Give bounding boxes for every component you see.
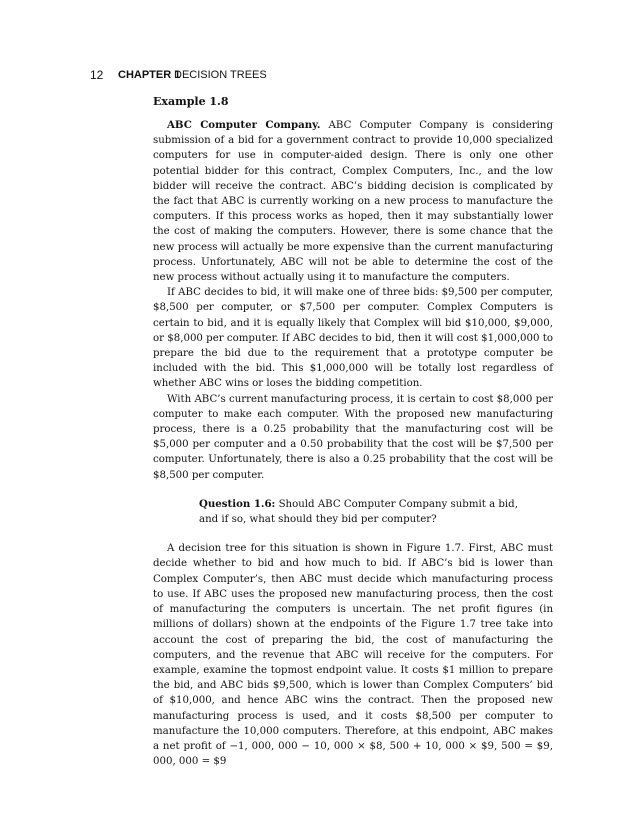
example-paragraph-3: With ABC’s current manufacturing process, it is certain to cost $8,000 per computer to make each computer. With the proposed new manufacturing process, there is a 0.25 probability that the manufacturing cost will be $5,000 per computer and a 0.50 probability that the cost will be $7,500 per computer. Unfortunately, there is also a 0.25 probability that the cost will be $8,500 per computer. — [153, 393, 553, 481]
question-block — [199, 497, 519, 527]
chapter-title: DECISION TREES — [174, 69, 267, 81]
example-paragraph-1-text: ABC Computer Company is considering submission of a bid for a government contract to provide 10,000 specialized computers for use in computer-aided design. There is only one other potential bidder for this contract, Complex Computers, Inc., and the low bidder will receive the contract. ABC’s bidding decision is complicated by the fact that ABC is currently working on a new process to manufacture the computers. If this process works as hoped, then it may substantially lower the cost of making the computers. However, there is some chance that the new process will actually be more expensive than the current manufacturing process. Unfortunately, ABC will not be able to determine the cost of the new process without actually using it to manufacture the computers. — [153, 120, 553, 284]
example-run-in-title: ABC Computer Company. — [167, 119, 321, 131]
example-paragraph-1 — [153, 118, 553, 285]
chapter-label: CHAPTER 1 — [118, 69, 181, 81]
question-text: Should ABC Computer Company submit a bid, and if so, what should they bid per computer? — [199, 498, 518, 526]
page-body — [153, 94, 553, 769]
example-paragraph-2: If ABC decides to bid, it will make one of three bids: $9,500 per computer, $8,500 per computer, or $7,500 per computer. Complex Computers is certain to bid, and it is equally likely that Complex will bid $10,000, $9,000, or $8,000 per computer. If ABC decides to bid, then it will cost $1,000,000 to prepare the bid due to the requirement that a prototype computer be included with the bid. This $1,000,000 will be totally lost regardless of whether ABC wins or loses the bidding competition. — [153, 287, 553, 390]
discussion-paragraph: A decision tree for this situation is shown in Figure 1.7. First, ABC must decide whether to bid and how much to bid. If ABC’s bid is lower than Complex Computer’s, then ABC must decide which manufacturing process to use. If ABC uses the proposed new manufacturing process, then the cost of manufacturing the computers is uncertain. The net profit figures (in millions of dollars) shown at the endpoints of the Figure 1.7 tree take into account the cost of preparing the bid, the cost of manufacturing the computers, and the revenue that ABC will receive for the computers. For example, examine the topmost endpoint value. It costs $1 million to prepare the bid, and ABC bids $9,500, which is lower than Complex Computers’ bid of $10,000, and hence ABC wins the contract. Then the proposed new manufacturing process is used, and it costs $8,500 per computer to manufacture the 10,000 computers. Therefore, at this endpoint, ABC makes a net profit of −1, 000, 000 − 10, 000 × $8, 500 + 10, 000 × $9, 500 = $9, 000, 000 = $9 — [153, 543, 553, 768]
example-heading: Example 1.8 — [153, 95, 229, 108]
page-number: 12 — [90, 68, 104, 82]
running-header — [90, 68, 560, 82]
question-label: Question 1.6: — [199, 497, 276, 510]
